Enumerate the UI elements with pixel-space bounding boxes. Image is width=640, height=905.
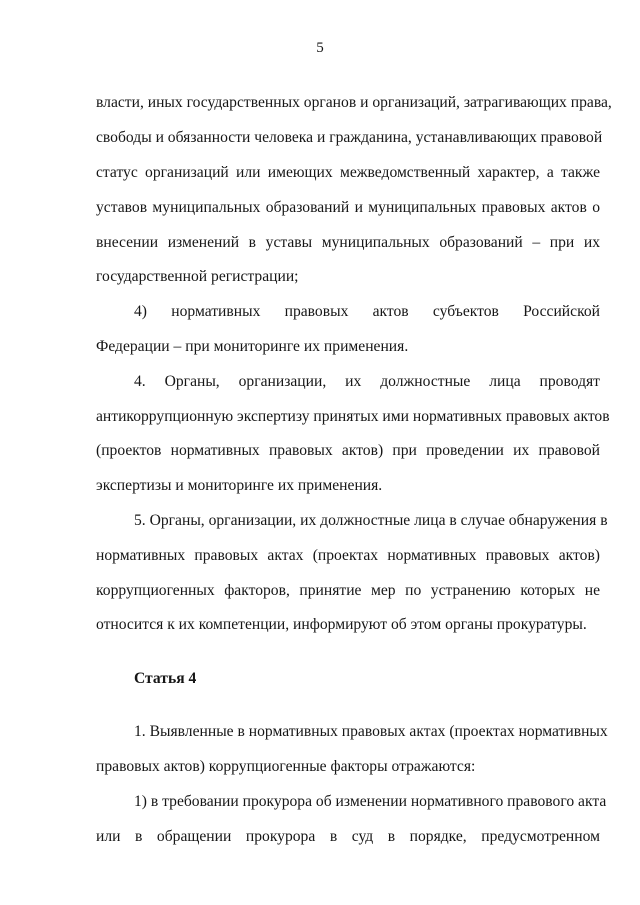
text-line: или в обращении прокурора в суд в порядке, предусмотренном	[96, 828, 600, 845]
text-line: статус организаций или имеющих межведомственный характер, а также	[96, 164, 600, 181]
text-line: правовых актов) коррупциогенные факторы отражаются:	[96, 758, 476, 775]
section-heading: Статья 4	[134, 670, 197, 687]
text-line: (проектов нормативных правовых актов) при проведении их правовой	[96, 442, 600, 459]
text-line: нормативных правовых актах (проектах нормативных правовых актов)	[96, 547, 600, 564]
page-number: 5	[316, 40, 324, 56]
text-line: антикоррупционную экспертизу принятых ими нормативных правовых актов	[96, 408, 610, 425]
text-line: Федерации – при мониторинге их применения.	[96, 338, 409, 355]
text-line: 1) в требовании прокурора об изменении нормативного правового акта	[134, 793, 607, 810]
text-line: власти, иных государственных органов и организаций, затрагивающих права,	[96, 94, 612, 111]
text-line: уставов муниципальных образований и муниципальных правовых актов о	[96, 199, 600, 216]
text-line: относится к их компетенции, информируют об этом органы прокуратуры.	[96, 616, 587, 633]
text-line: свободы и обязанности человека и гражданина, устанавливающих правовой	[96, 129, 603, 146]
text-line: 1. Выявленные в нормативных правовых актах (проектах нормативных	[134, 723, 608, 740]
text-line: внесении изменений в уставы муниципальных образований – при их	[96, 234, 600, 251]
text-line: 4. Органы, организации, их должностные лица проводят	[134, 373, 600, 390]
text-line: экспертизы и мониторинге их применения.	[96, 477, 383, 494]
text-line: 5. Органы, организации, их должностные лица в случае обнаружения в	[134, 512, 608, 529]
text-line: государственной регистрации;	[96, 268, 299, 285]
text-line: коррупциогенных факторов, принятие мер по устранению которых не	[96, 582, 600, 599]
text-line: 4) нормативных правовых актов субъектов Российской	[134, 303, 600, 320]
